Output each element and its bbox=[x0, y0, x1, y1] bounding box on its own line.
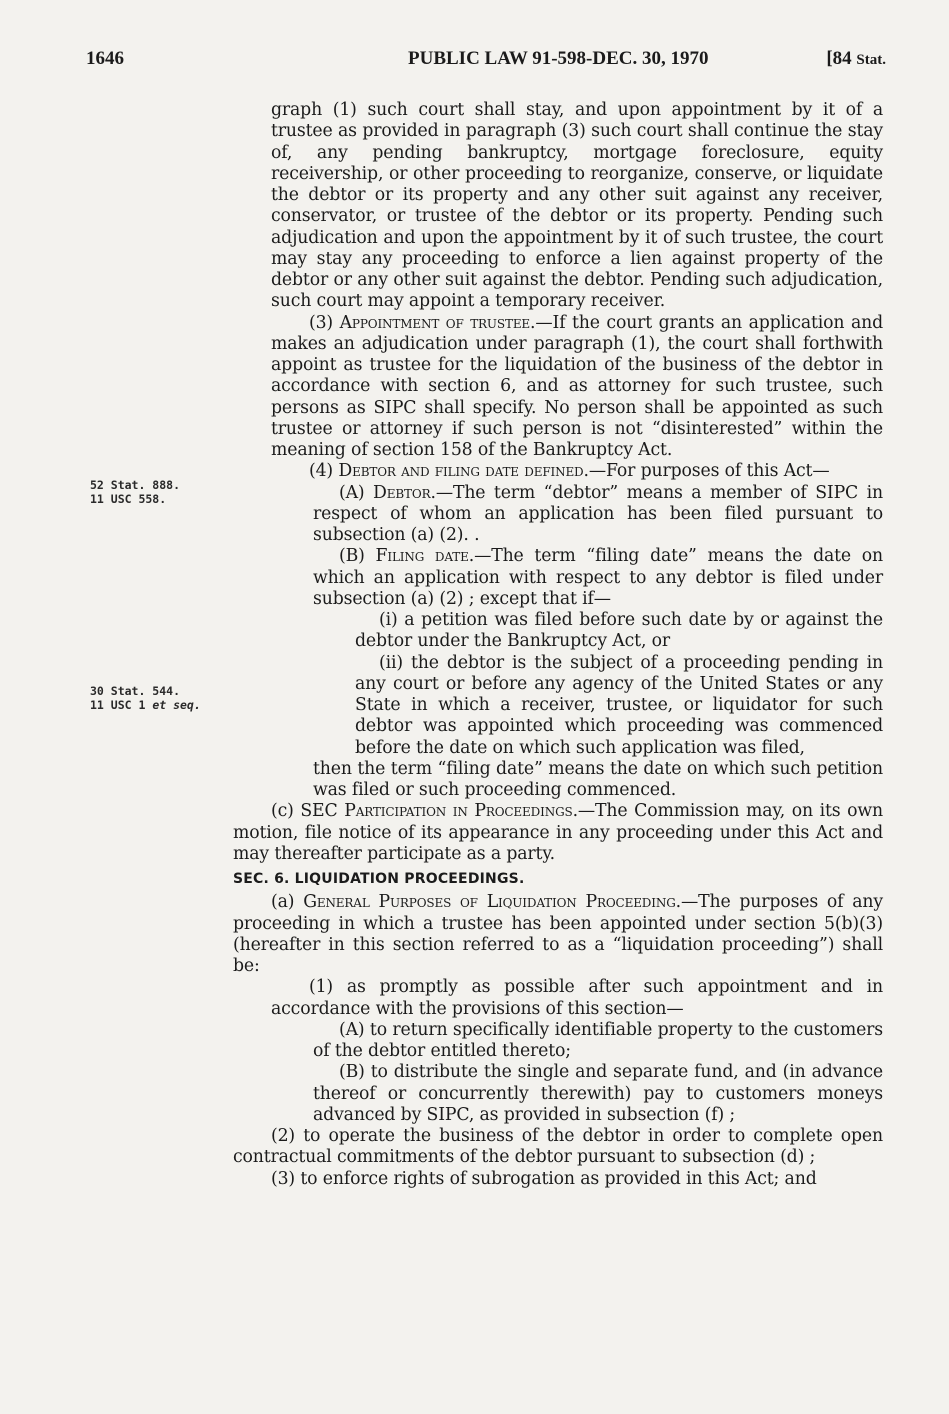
subparagraph-a: (A) to return specifically identifiable property to the customers of the debtor entitled thereto; bbox=[313, 1019, 883, 1061]
paragraph-1: (1) as promptly as possible after such appointment and in accordance with the provisions of this section— bbox=[271, 977, 883, 1019]
subsection-c: (c) SEC Participation in Proceedings.—The Commission may, on its own motion, file notice of its appearance in any proceeding under this Act and may thereafter participate as a party. bbox=[233, 801, 883, 864]
clause-i: (i) a petition was filed before such date by or against the debtor under the Bankruptcy Act, or bbox=[355, 610, 883, 652]
margin-citation: 30 Stat. 544. 11 USC 1 et seq. bbox=[90, 684, 201, 712]
subparagraph-b: (B) Filing date.—The term “filing date” means the date on which an application with respect to any debtor is filed under subsection (a) (2) ; except that if— bbox=[313, 546, 884, 609]
paragraph: graph (1) such court shall stay, and upon appointment by it of a trustee as provided in paragraph (3) such court shall continue the stay of, any pending bankruptcy, mortgage foreclosure, equity receivership, or other proceeding to reorganize, conserve, or liquidate the debtor or its property and any other suit against any receiver, conservator, or trustee of the debtor or its property. Pending such adjudication and upon the appointment by it of such trustee, the court may stay any proceeding to enforce a lien against property of the debtor or any other suit against the debtor. Pending such adjudication, such court may appoint a temporary receiver. bbox=[271, 100, 883, 312]
page-number: 1646 bbox=[86, 48, 124, 69]
paragraph: then the term “filing date” means the date on which such petition was filed or such proceeding commenced. bbox=[313, 758, 883, 800]
running-title: PUBLIC LAW 91-598-DEC. 30, 1970 bbox=[408, 48, 709, 69]
paragraph-3: (3) Appointment of trustee.—If the court grants an application and makes an adjudication under paragraph (1), the court shall forthwith appoint as trustee for the liquidation of the business of the debtor in accordance with section 6, and as attorney for such trustee, such persons as SIPC shall specify. No person shall be appointed as such trustee or attorney if such person is not “disinterested” within the meaning of section 158 of the Bankruptcy Act. bbox=[271, 312, 883, 460]
paragraph-2: (2) to operate the business of the debtor in order to complete open contractual commitments of the debtor pursuant to subsection (d) ; bbox=[233, 1126, 883, 1168]
margin-citation: 52 Stat. 888. 11 USC 558. bbox=[90, 478, 181, 506]
page-header bbox=[86, 48, 886, 78]
subparagraph-a: (A) Debtor.—The term “debtor” means a member of SIPC in respect of whom an application has been filed pursuant to subsection (a) (2). . bbox=[313, 482, 884, 545]
statute-citation: [84 Stat. bbox=[826, 48, 886, 69]
paragraph-4: (4) Debtor and filing date defined.—For purposes of this Act— bbox=[309, 461, 830, 482]
clause-ii: (ii) the debtor is the subject of a proceeding pending in any court or before any agency of the United States or any State in which a receiver, trustee, or liquidator for such debtor was appointed which proceeding was commenced before the date on which such application was filed, bbox=[355, 652, 883, 758]
subsection-a: (a) General Purposes of Liquidation Proceeding.—The purposes of any proceeding in which a trustee has been appointed under section 5(b)(3) (hereafter in this section referred to as a “liquidation proceeding”) shall be: bbox=[233, 892, 884, 976]
paragraph-3: (3) to enforce rights of subrogation as provided in this Act; and bbox=[271, 1168, 817, 1189]
section-heading: SEC. 6. LIQUIDATION PROCEEDINGS. bbox=[233, 871, 525, 887]
subparagraph-b: (B) to distribute the single and separate fund, and (in advance thereof or concurrently therewith) pay to customers moneys advanced by SIPC, as provided in subsection (f) ; bbox=[313, 1062, 883, 1125]
statute-text bbox=[233, 100, 883, 1190]
